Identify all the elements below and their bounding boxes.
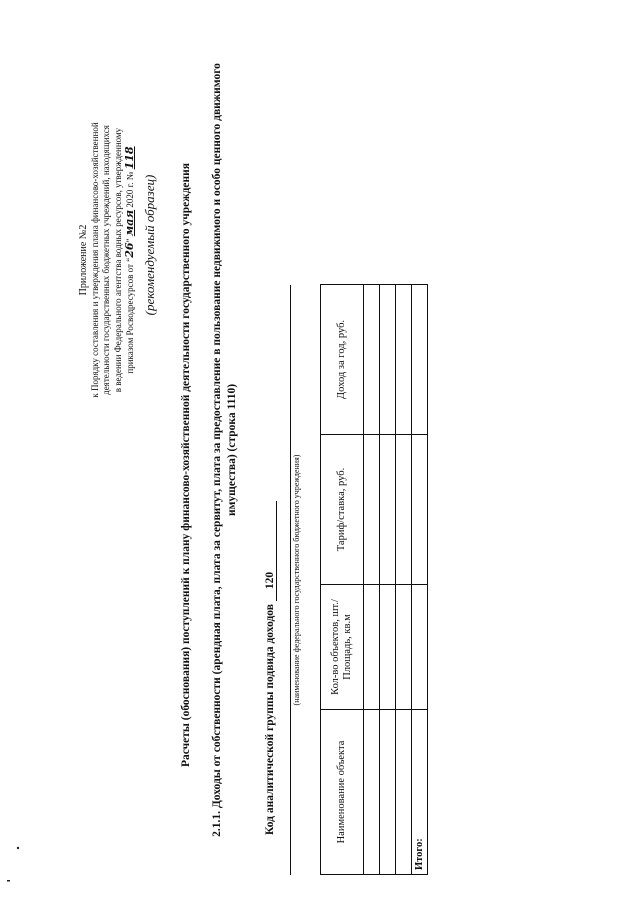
appendix-block — [78, 95, 137, 425]
order-year: 2020 г. № — [125, 169, 135, 210]
appendix-line-2: деятельности государственных бюджетных учреждений, находящихся — [101, 125, 111, 395]
order-day: 26 — [123, 242, 136, 258]
order-mid: ” — [125, 236, 135, 243]
table-total-row — [412, 285, 428, 875]
institution-caption: (наименование федерального государственного бюджетного учреждения) — [292, 454, 301, 706]
appendix-order-line — [124, 95, 137, 425]
order-number: 118 — [123, 146, 136, 170]
order-month: мая — [123, 209, 136, 237]
sample-note: (рекомендуемый образец) — [142, 174, 157, 316]
main-title: Расчеты (обоснования) поступлений к плану финансово-хозяйственной деятельности государственного учреждения — [180, 163, 192, 767]
total-label: Итого: — [412, 710, 428, 875]
header-tariff: Тариф/ставка, руб. — [321, 435, 364, 585]
appendix-title: Приложение №2 — [78, 224, 89, 296]
code-label: Код аналитической группы подвида доходов — [264, 604, 276, 835]
table-row — [364, 285, 380, 875]
header-quantity-area: Кол-во объектов, шт./Площадь, кв.м — [321, 585, 364, 710]
table-row — [396, 285, 412, 875]
income-table — [320, 284, 428, 875]
institution-underline — [290, 285, 291, 875]
table-row — [380, 285, 396, 875]
section-heading: 2.1.1. Доходы от собственности (арендная плата, плата за сервитут, плата за предоставление в пользование недвижимого и особо ценного движимого имущества) (строка 1110) — [211, 63, 238, 837]
appendix-line-1: к Порядку составления и утверждения плана финансово-хозяйственной — [89, 122, 100, 398]
code-value: 120 — [264, 501, 277, 601]
code-line — [264, 501, 277, 835]
table-header-row — [321, 285, 364, 875]
appendix-line-3: в ведении Федерального агентства водных ресурсов, утвержденному — [112, 127, 123, 393]
order-prefix: приказом Росводресурсов от “ — [125, 257, 135, 374]
header-object-name: Наименование объекта — [321, 710, 364, 875]
header-annual-income: Доход за год, руб. — [321, 285, 364, 435]
